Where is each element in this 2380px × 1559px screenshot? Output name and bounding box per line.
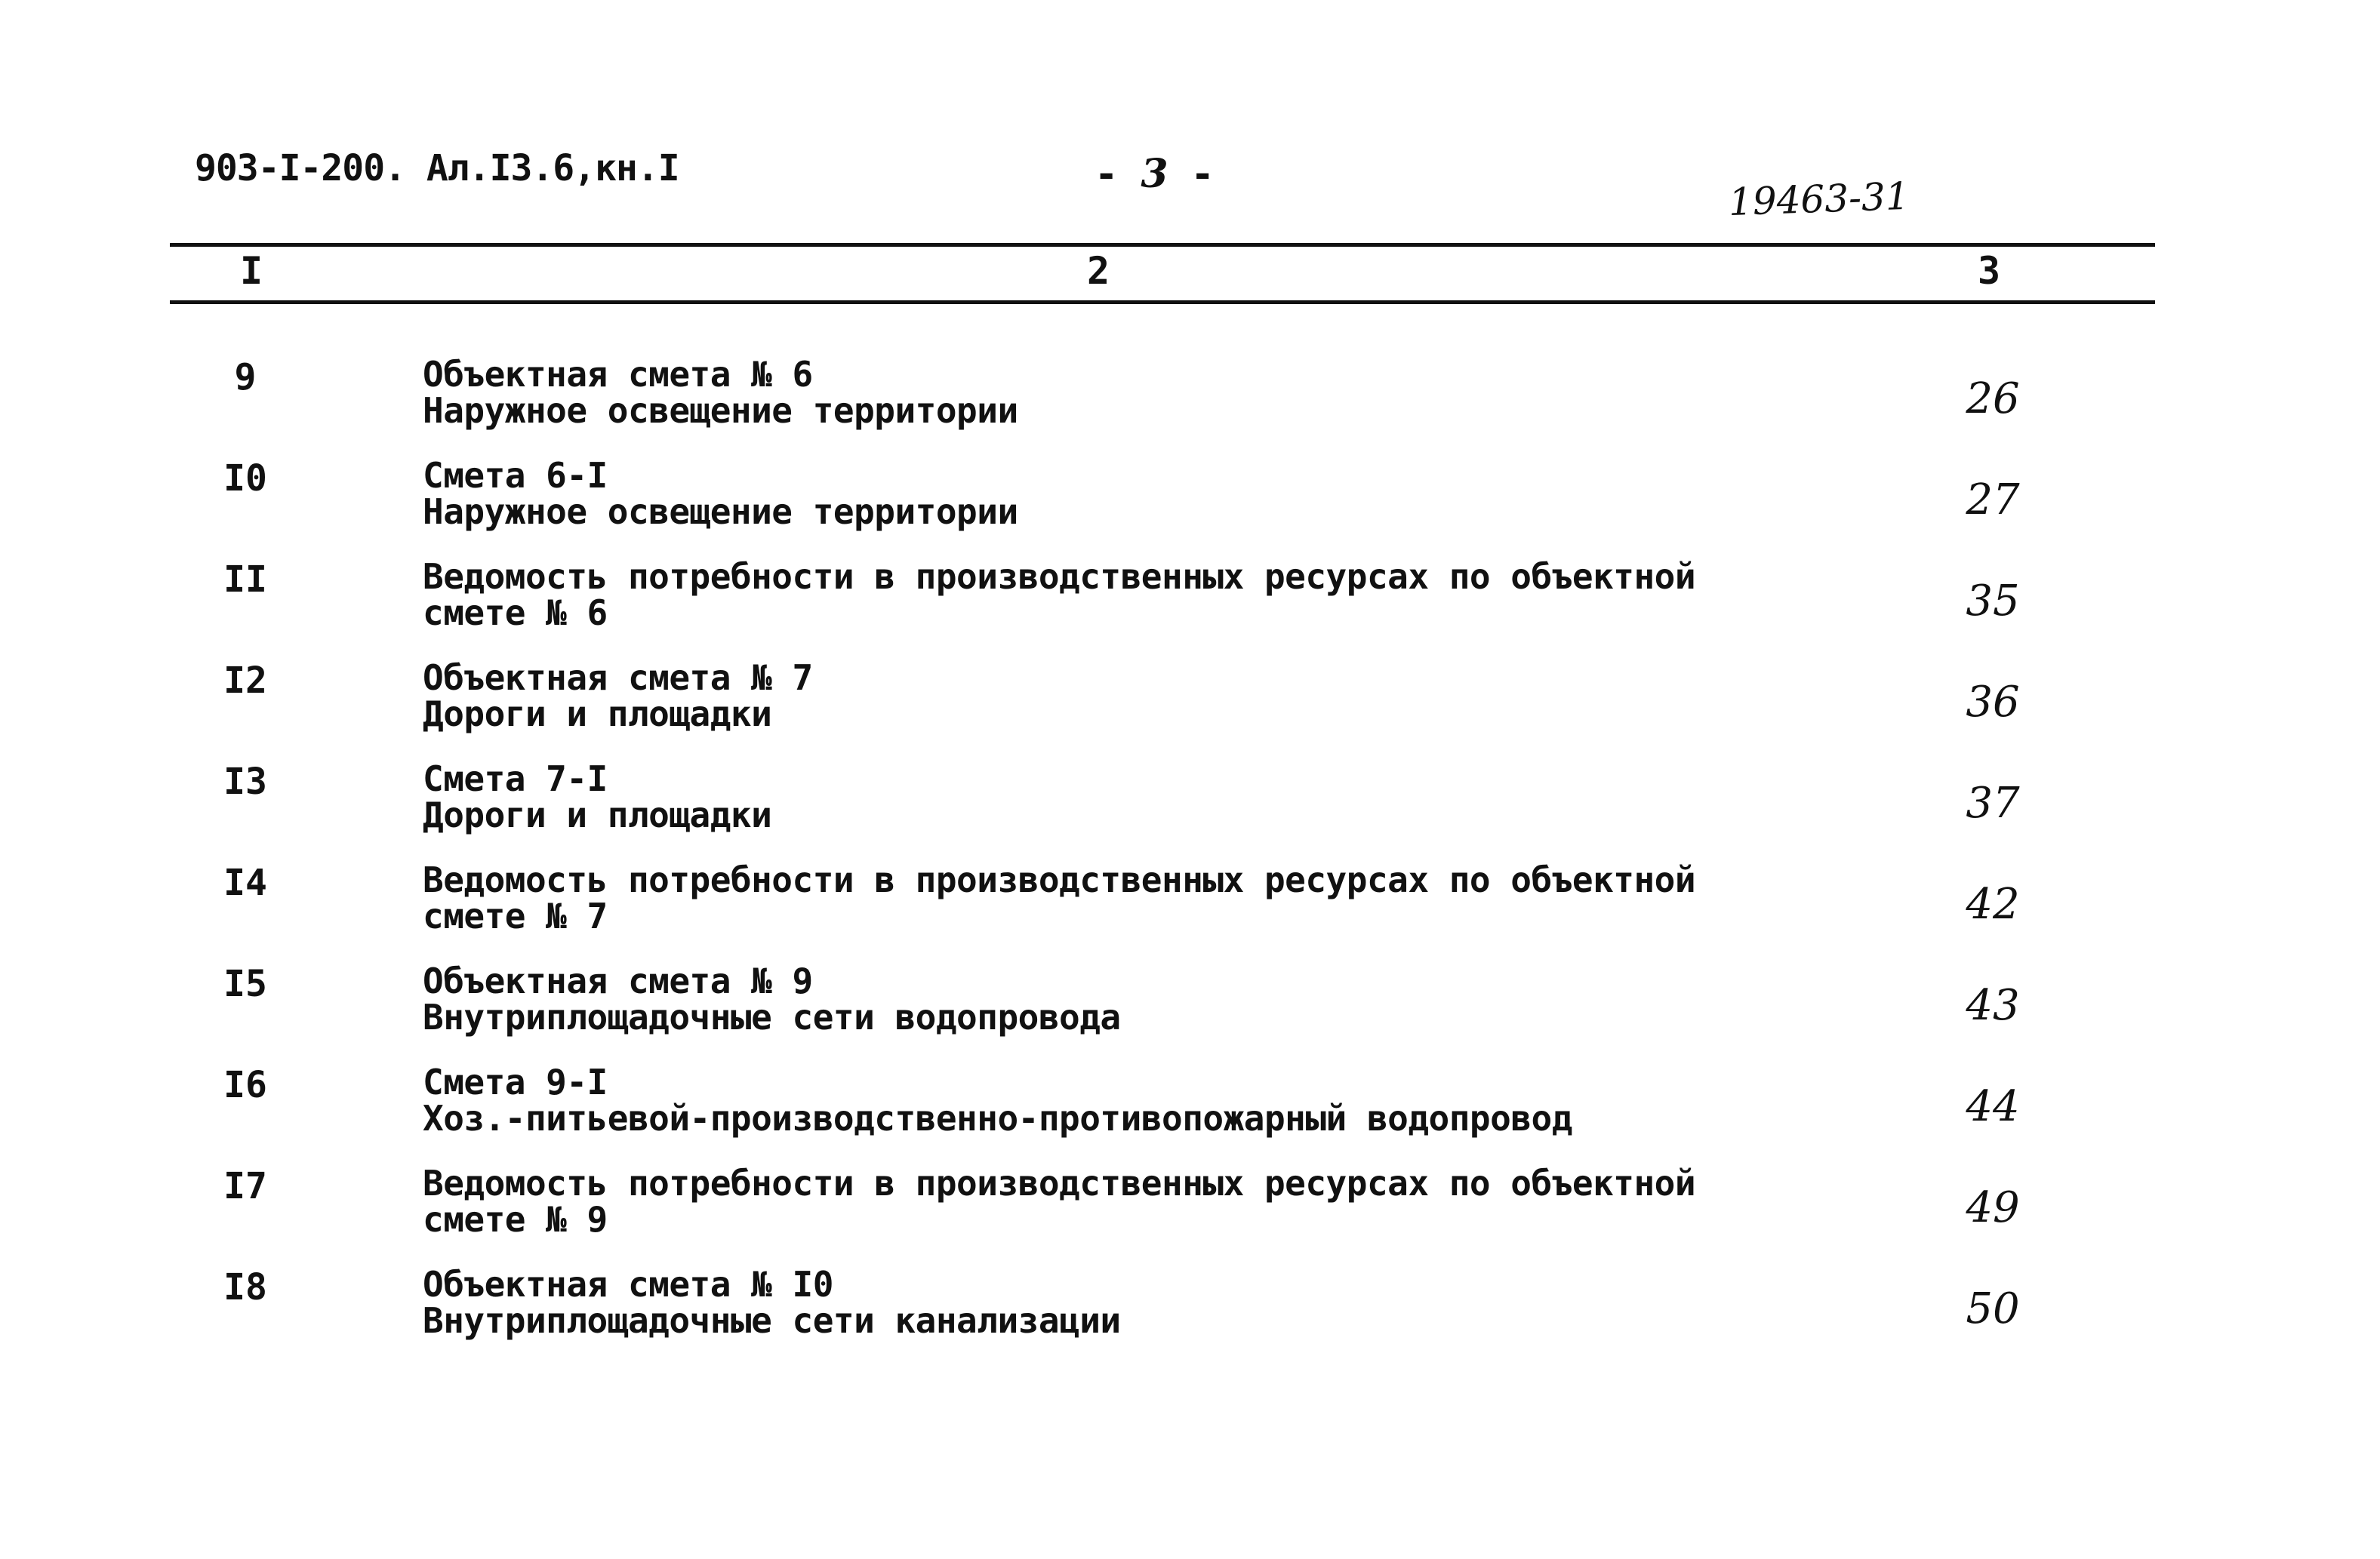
row-title-line-2: смете № 6 (423, 592, 608, 633)
row-title-line-1: Смета 6-I (423, 455, 608, 496)
row-title-line-2: Дороги и площадки (423, 795, 772, 835)
row-number: 9 (234, 356, 257, 398)
row-title-line-2: Наружное освещение территории (423, 491, 1018, 532)
row-title (423, 859, 1696, 936)
row-title-line-1: Смета 7-I (423, 758, 608, 799)
page-number-prefix: - (1095, 152, 1119, 197)
row-page: 50 (1966, 1284, 2020, 1333)
row-number: I2 (223, 660, 267, 702)
table-row (0, 859, 2380, 960)
row-title-line-2: Наружное освещение территории (423, 390, 1018, 431)
table-row (0, 356, 2380, 454)
table-row (0, 558, 2380, 657)
row-number: I6 (223, 1064, 267, 1106)
row-number: I3 (223, 761, 267, 803)
table-top-rule (170, 243, 2155, 247)
row-number: I8 (223, 1266, 267, 1308)
row-title (423, 1062, 1572, 1139)
row-title (423, 758, 772, 835)
document-code: 903-I-200. Ал.I3.6,кн.I (195, 147, 679, 189)
row-title (423, 356, 1018, 429)
row-title-line-1: Объектная смета № 6 (423, 354, 813, 395)
row-page: 44 (1966, 1082, 2020, 1131)
row-title-line-1: Ведомость потребности в производственных ресурсах по объектной (423, 859, 1696, 900)
row-page: 49 (1966, 1183, 2020, 1232)
row-page: 43 (1966, 981, 2020, 1030)
table-header-rule (170, 300, 2155, 304)
row-title-line-1: Объектная смета № I0 (423, 1264, 833, 1305)
row-title (423, 1266, 1121, 1339)
row-page: 42 (1966, 880, 2020, 929)
row-title-line-2: Дороги и площадки (423, 693, 772, 734)
page-number (1095, 151, 1215, 197)
table-row (0, 1266, 2380, 1364)
row-title-line-1: Ведомость потребности в производственных ресурсах по объектной (423, 556, 1696, 597)
page-number-suffix: - (1190, 152, 1215, 197)
row-page: 36 (1966, 678, 2020, 727)
row-page: 35 (1966, 577, 2020, 626)
row-title-line-2: Хоз.-питьевой-производственно-противопожарный водопровод (423, 1098, 1572, 1139)
table-row (0, 758, 2380, 859)
row-number: I4 (223, 862, 267, 904)
row-number: II (223, 558, 267, 601)
row-title (423, 457, 1018, 530)
table-row (0, 657, 2380, 758)
row-title (423, 961, 1121, 1038)
row-title-line-2: Внутриплощадочные сети канализации (423, 1300, 1121, 1341)
table-row (0, 963, 2380, 1061)
row-title (423, 1165, 1695, 1238)
row-title-line-2: смете № 9 (423, 1199, 608, 1240)
row-title-line-2: Внутриплощадочные сети водопровода (423, 997, 1121, 1038)
row-page: 26 (1966, 374, 2020, 423)
column-header-3: 3 (1978, 249, 2001, 293)
row-page: 27 (1966, 475, 2020, 524)
row-page: 37 (1966, 779, 2020, 828)
row-number: I0 (223, 457, 267, 500)
row-title (423, 558, 1695, 631)
column-header-2: 2 (1087, 249, 1110, 293)
page-number-value: 3 (1141, 151, 1168, 197)
row-number: I7 (223, 1165, 267, 1207)
column-header-1: I (240, 249, 263, 293)
handwritten-code: 19463-31 (1728, 174, 1910, 225)
table-row (0, 1064, 2380, 1162)
row-title-line-1: Смета 9-I (423, 1062, 608, 1102)
row-number: I5 (223, 963, 267, 1005)
row-title-line-2: смете № 7 (423, 896, 608, 936)
row-title-line-1: Ведомость потребности в производственных ресурсах по объектной (423, 1163, 1696, 1204)
table-row (0, 1165, 2380, 1263)
row-title-line-1: Объектная смета № 9 (423, 961, 813, 1001)
table-row (0, 457, 2380, 555)
row-title-line-1: Объектная смета № 7 (423, 657, 813, 698)
row-title (423, 657, 813, 734)
